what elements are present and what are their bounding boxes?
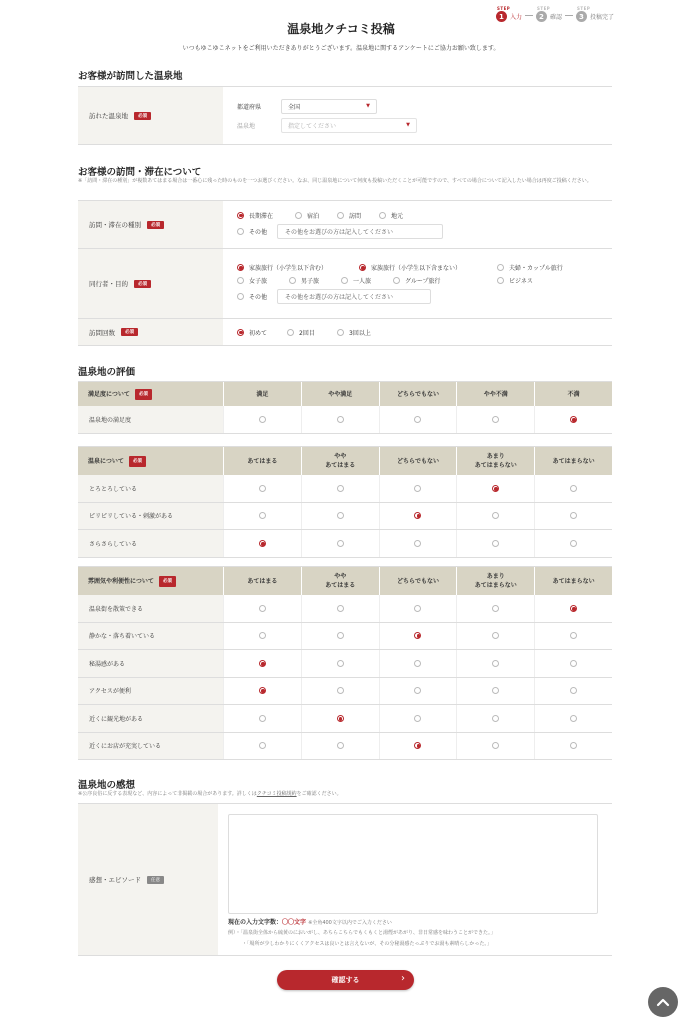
option-label: ビジネス xyxy=(509,278,533,285)
rating-radio[interactable] xyxy=(570,715,577,722)
rating-radio[interactable] xyxy=(414,605,421,612)
radio-indicator xyxy=(497,277,504,284)
matrix-cell xyxy=(301,733,379,760)
matrix-row-label: ピリピリしている・刺激がある xyxy=(78,503,223,530)
section-title-visit: お客様の訪問・滞在について xyxy=(78,167,202,178)
example-text-2: ・「場所が少しわかりにくくアクセスは良いとは言えないが、その分秘湯感たっぷりでお湯も素晴らしかった。」 xyxy=(242,941,492,947)
chevron-right-icon: › xyxy=(401,973,405,984)
radio-type-local[interactable] xyxy=(379,211,403,220)
prefecture-select[interactable] xyxy=(281,99,377,114)
rating-radio[interactable] xyxy=(570,540,577,547)
rating-radio[interactable] xyxy=(414,687,421,694)
option-label: 長期滞在 xyxy=(249,212,274,220)
step-label: STEP xyxy=(576,6,591,11)
matrix-cell xyxy=(456,530,534,557)
row-header xyxy=(78,87,223,144)
option-label: 初めて xyxy=(249,329,268,337)
matrix-cell xyxy=(456,595,534,622)
matrix-row-label: 秘湯感がある xyxy=(78,650,223,677)
matrix-cell xyxy=(223,705,301,732)
rating-radio[interactable] xyxy=(414,512,421,519)
matrix-row xyxy=(78,503,612,531)
option-label: 夫婦・カップル旅行 xyxy=(509,265,563,272)
matrix-cell xyxy=(379,595,457,622)
spring-matrix xyxy=(78,446,612,558)
radio-indicator xyxy=(341,277,348,284)
visit-form-table xyxy=(78,200,612,346)
matrix-cell xyxy=(456,503,534,530)
required-badge: 必須 xyxy=(147,221,164,229)
section-title-rating: 温泉地の評価 xyxy=(78,367,136,378)
matrix-cell xyxy=(301,705,379,732)
matrix-cell xyxy=(223,678,301,705)
radio-indicator xyxy=(289,277,296,284)
matrix-cell xyxy=(223,650,301,677)
rating-radio[interactable] xyxy=(492,632,499,639)
rating-radio[interactable] xyxy=(492,416,499,423)
matrix-column-header: どちらでもない xyxy=(379,382,457,406)
matrix-cell xyxy=(456,705,534,732)
required-badge: 必須 xyxy=(129,456,146,467)
matrix-cell xyxy=(534,595,612,622)
required-badge: 必須 xyxy=(159,576,176,587)
radio-type-other[interactable] xyxy=(237,227,277,236)
step-divider xyxy=(565,15,573,16)
radio-indicator xyxy=(393,277,400,284)
rating-radio[interactable] xyxy=(337,485,344,492)
step-label: STEP xyxy=(496,6,511,11)
impression-note xyxy=(78,791,612,799)
radio-indicator xyxy=(237,212,244,219)
option-label: その他 xyxy=(249,294,268,301)
rating-radio[interactable] xyxy=(492,660,499,667)
caret-down-icon: ▼ xyxy=(366,103,370,109)
rating-radio[interactable] xyxy=(414,632,421,639)
matrix-header-title xyxy=(78,447,223,475)
row-header xyxy=(78,249,223,318)
matrix-cell xyxy=(456,406,534,433)
step-text: 入力 xyxy=(509,14,522,21)
count-label: 現在の入力文字数： xyxy=(228,919,283,926)
matrix-column-header: 不満 xyxy=(534,382,612,406)
rating-radio[interactable] xyxy=(492,540,499,547)
option-label: 家族旅行（小学生以下含まない） xyxy=(371,265,462,272)
rating-radio[interactable] xyxy=(570,742,577,749)
row-header xyxy=(78,319,223,345)
radio-indicator xyxy=(287,329,294,336)
matrix-cell xyxy=(379,406,457,433)
row-label: 感想・エピソード xyxy=(89,876,141,884)
matrix-row-label: 静かな・落ち着いている xyxy=(78,623,223,650)
matrix-cell xyxy=(456,678,534,705)
matrix-cell xyxy=(223,503,301,530)
matrix-column-header: あてはまらない xyxy=(534,567,612,595)
matrix-row xyxy=(78,678,612,706)
matrix-cell xyxy=(456,733,534,760)
matrix-column-header: あてはまる xyxy=(223,567,301,595)
chevron-up-icon xyxy=(656,997,670,1007)
rating-radio[interactable] xyxy=(570,512,577,519)
radio-indicator xyxy=(337,329,344,336)
matrix-cell xyxy=(379,503,457,530)
rating-radio[interactable] xyxy=(570,485,577,492)
matrix-cell xyxy=(379,733,457,760)
onsen-select[interactable] xyxy=(281,118,417,133)
matrix-cell xyxy=(534,475,612,502)
radio-indicator xyxy=(497,264,504,271)
row-header xyxy=(78,804,218,955)
rating-radio[interactable] xyxy=(570,605,577,612)
step-label: STEP xyxy=(536,6,551,11)
radio-companion-couple[interactable] xyxy=(497,263,563,272)
row-label: 訪問・滞在の種別 xyxy=(89,221,141,229)
rating-radio[interactable] xyxy=(570,687,577,694)
matrix-header xyxy=(78,382,612,406)
option-label: 2回目 xyxy=(299,329,315,337)
matrix-row xyxy=(78,705,612,733)
matrix-header-label: 満足度について xyxy=(88,390,130,398)
radio-companion-girls[interactable] xyxy=(237,276,289,285)
matrix-row xyxy=(78,650,612,678)
rating-radio[interactable] xyxy=(337,540,344,547)
radio-visits-second[interactable] xyxy=(287,328,337,337)
rating-radio[interactable] xyxy=(492,605,499,612)
rating-radio[interactable] xyxy=(337,416,344,423)
matrix-row-label: とろとろしている xyxy=(78,475,223,502)
rating-radio[interactable] xyxy=(259,742,266,749)
rating-radio[interactable] xyxy=(492,742,499,749)
matrix-header-label: 温泉について xyxy=(88,457,124,465)
step-number: 2 xyxy=(536,11,547,22)
rating-radio[interactable] xyxy=(492,512,499,519)
count-value: 〇〇文字 xyxy=(282,919,307,926)
rating-radio[interactable] xyxy=(337,687,344,694)
rating-radio[interactable] xyxy=(259,540,266,547)
radio-visits-first[interactable] xyxy=(237,328,287,337)
note-text: ※公序良俗に反する表現など、内容によって非掲載の場合があります。詳しくは xyxy=(78,791,257,797)
intro-text: いつもゆこゆこネットをご利用いただきありがとうございます。温泉地に関するアンケートにご協力お願い致します。 xyxy=(182,45,500,52)
matrix-row-label: 近くに観光地がある xyxy=(78,705,223,732)
option-label: 地元 xyxy=(391,212,404,220)
section-title-text: 温泉地の感想 xyxy=(78,780,136,791)
satisfaction-matrix xyxy=(78,381,612,434)
count-note: ※全角400文字以内でご入力ください xyxy=(308,920,392,926)
rating-radio[interactable] xyxy=(337,660,344,667)
onsen-form-table xyxy=(78,86,612,145)
matrix-cell xyxy=(456,475,534,502)
option-label: 宿泊 xyxy=(307,212,320,220)
rating-radio[interactable] xyxy=(414,715,421,722)
page-title: 温泉地クチコミ投稿 xyxy=(287,22,395,36)
rating-radio[interactable] xyxy=(414,660,421,667)
radio-indicator xyxy=(359,264,366,271)
caret-down-icon: ▼ xyxy=(406,122,410,128)
matrix-row xyxy=(78,406,612,434)
rating-radio[interactable] xyxy=(259,416,266,423)
radio-visits-third[interactable] xyxy=(337,328,371,337)
type-other-input[interactable]: その他をお選びの方は記入してください xyxy=(277,224,443,239)
option-label: 一人旅 xyxy=(353,278,372,285)
step-number: 3 xyxy=(576,11,587,22)
option-label: グループ旅行 xyxy=(405,278,441,285)
optional-badge: 任意 xyxy=(147,876,164,884)
char-count xyxy=(228,917,598,926)
matrix-column-header: あてはまる xyxy=(223,447,301,475)
rating-radio[interactable] xyxy=(337,605,344,612)
prefecture-label: 都道府県 xyxy=(237,103,262,111)
impression-form-table xyxy=(78,803,612,956)
matrix-column-header: やや あてはまる xyxy=(301,567,379,595)
matrix-column-header: 満足 xyxy=(223,382,301,406)
matrix-header-label: 雰囲気や利便性について xyxy=(88,577,154,585)
atmosphere-matrix xyxy=(78,566,612,760)
matrix-cell xyxy=(534,406,612,433)
row-label: 訪問回数 xyxy=(89,328,115,337)
matrix-cell xyxy=(534,733,612,760)
matrix-row xyxy=(78,733,612,761)
step-divider xyxy=(525,15,533,16)
rating-radio[interactable] xyxy=(570,632,577,639)
matrix-cell xyxy=(301,503,379,530)
radio-companion-other[interactable] xyxy=(237,292,277,301)
rating-radio[interactable] xyxy=(337,512,344,519)
rating-radio[interactable] xyxy=(259,687,266,694)
section-title-onsen: お客様が訪問した温泉地 xyxy=(78,71,183,82)
option-label: 訪問 xyxy=(349,212,362,220)
note-text: をご確認ください。 xyxy=(296,791,342,797)
onsen-label: 温泉地 xyxy=(237,122,256,130)
prefecture-value: 全国 xyxy=(288,103,301,111)
option-label: その他 xyxy=(249,228,268,236)
matrix-column-header: どちらでもない xyxy=(379,447,457,475)
matrix-cell xyxy=(301,623,379,650)
impression-textarea[interactable] xyxy=(228,814,598,914)
onsen-placeholder: 指定してください xyxy=(288,122,337,130)
row-label: 同行者・目的 xyxy=(89,280,128,288)
matrix-column-header: やや不満 xyxy=(456,382,534,406)
matrix-cell xyxy=(534,678,612,705)
radio-companion-group[interactable] xyxy=(393,276,497,285)
radio-indicator xyxy=(237,228,244,235)
matrix-row xyxy=(78,475,612,503)
required-badge: 必須 xyxy=(134,280,151,288)
matrix-row xyxy=(78,595,612,623)
matrix-cell xyxy=(223,595,301,622)
radio-companion-family-kids[interactable] xyxy=(237,263,359,272)
radio-companion-boys[interactable] xyxy=(289,276,341,285)
rating-radio[interactable] xyxy=(337,742,344,749)
rating-radio[interactable] xyxy=(414,416,421,423)
matrix-cell xyxy=(534,705,612,732)
matrix-cell xyxy=(223,475,301,502)
row-header xyxy=(78,201,223,248)
matrix-cell xyxy=(379,530,457,557)
option-label: 3回以上 xyxy=(349,329,371,337)
rating-radio[interactable] xyxy=(259,512,266,519)
radio-indicator xyxy=(295,212,302,219)
rating-radio[interactable] xyxy=(259,660,266,667)
matrix-column-header: あまり あてはまらない xyxy=(456,567,534,595)
step-text: 確認 xyxy=(549,14,562,21)
matrix-cell xyxy=(534,650,612,677)
rating-radio[interactable] xyxy=(259,715,266,722)
matrix-cell xyxy=(223,530,301,557)
matrix-cell xyxy=(379,650,457,677)
matrix-cell xyxy=(223,406,301,433)
companion-other-input[interactable]: その他をお選びの方は記入してください xyxy=(277,289,431,304)
rating-radio[interactable] xyxy=(259,605,266,612)
radio-indicator xyxy=(337,212,344,219)
matrix-cell xyxy=(223,733,301,760)
required-badge: 必須 xyxy=(134,112,151,120)
radio-companion-business[interactable] xyxy=(497,276,533,285)
radio-type-visit[interactable] xyxy=(337,211,379,220)
matrix-cell xyxy=(534,503,612,530)
row-label: 訪れた温泉地 xyxy=(89,112,128,120)
matrix-cell xyxy=(301,595,379,622)
matrix-column-header: あまり あてはまらない xyxy=(456,447,534,475)
rating-radio[interactable] xyxy=(259,632,266,639)
matrix-header xyxy=(78,567,612,595)
review-rules-link[interactable]: クチコミ投稿規約 xyxy=(256,791,297,797)
matrix-row xyxy=(78,530,612,558)
radio-companion-solo[interactable] xyxy=(341,276,393,285)
matrix-cell xyxy=(301,650,379,677)
rating-radio[interactable] xyxy=(259,485,266,492)
matrix-header xyxy=(78,447,612,475)
radio-indicator xyxy=(237,329,244,336)
matrix-cell xyxy=(456,650,534,677)
radio-type-stay[interactable] xyxy=(295,211,337,220)
confirm-button-label: 確認する xyxy=(331,976,360,984)
section-title-impression xyxy=(78,777,135,791)
required-badge: 必須 xyxy=(135,389,152,400)
rating-radio[interactable] xyxy=(570,660,577,667)
matrix-cell xyxy=(301,678,379,705)
rating-radio[interactable] xyxy=(337,632,344,639)
option-label: 家族旅行（小学生以下含む） xyxy=(249,265,328,272)
matrix-cell xyxy=(223,623,301,650)
rating-radio[interactable] xyxy=(570,416,577,423)
matrix-row-label: さらさらしている xyxy=(78,530,223,557)
matrix-cell xyxy=(456,623,534,650)
visit-note: ※「訪問・滞在の種別」が複数あてはまる場合は一番心に残った時のものを一つお選びください。なお、同じ温泉地について何度も投稿いただくことが可能ですので、すべての場合について記入したい場合は再度ご投稿ください。 xyxy=(78,178,592,184)
matrix-cell xyxy=(379,678,457,705)
radio-companion-family-no-kids[interactable] xyxy=(359,263,497,272)
rating-radio[interactable] xyxy=(492,715,499,722)
matrix-header-title xyxy=(78,567,223,595)
matrix-row xyxy=(78,623,612,651)
matrix-column-header: やや満足 xyxy=(301,382,379,406)
step-text: 投稿完了 xyxy=(589,14,614,21)
example-text-1: 例）・「温泉街全体から硫黄のにおいがし、あちらこちらでもくもくと湯煙があがり、非日常感を味わうことができた。」 xyxy=(228,930,496,936)
option-label: 男子旅 xyxy=(301,278,320,285)
matrix-cell xyxy=(534,623,612,650)
radio-indicator xyxy=(237,277,244,284)
matrix-cell xyxy=(301,530,379,557)
radio-type-long-stay[interactable] xyxy=(237,211,295,220)
matrix-row-label: 温泉街を散策できる xyxy=(78,595,223,622)
confirm-button[interactable] xyxy=(277,970,414,990)
matrix-column-header: あてはまらない xyxy=(534,447,612,475)
matrix-cell xyxy=(301,475,379,502)
step-number: 1 xyxy=(496,11,507,22)
matrix-cell xyxy=(534,530,612,557)
rating-radio[interactable] xyxy=(414,540,421,547)
matrix-header-title xyxy=(78,382,223,406)
matrix-column-header: やや あてはまる xyxy=(301,447,379,475)
matrix-cell xyxy=(379,623,457,650)
radio-indicator xyxy=(237,264,244,271)
matrix-row-label: 近くにお店が充実している xyxy=(78,733,223,760)
option-label: 女子旅 xyxy=(249,278,268,285)
back-to-top-button[interactable] xyxy=(648,987,678,1017)
matrix-cell xyxy=(379,475,457,502)
rating-radio[interactable] xyxy=(492,687,499,694)
matrix-cell xyxy=(379,705,457,732)
rating-radio[interactable] xyxy=(492,485,499,492)
matrix-cell xyxy=(301,406,379,433)
matrix-column-header: どちらでもない xyxy=(379,567,457,595)
rating-radio[interactable] xyxy=(337,715,344,722)
radio-indicator xyxy=(237,293,244,300)
rating-radio[interactable] xyxy=(414,485,421,492)
required-badge: 必須 xyxy=(121,328,138,336)
matrix-row-label: 温泉地の満足度 xyxy=(78,406,223,433)
rating-radio[interactable] xyxy=(414,742,421,749)
radio-indicator xyxy=(379,212,386,219)
matrix-row-label: アクセスが便利 xyxy=(78,678,223,705)
